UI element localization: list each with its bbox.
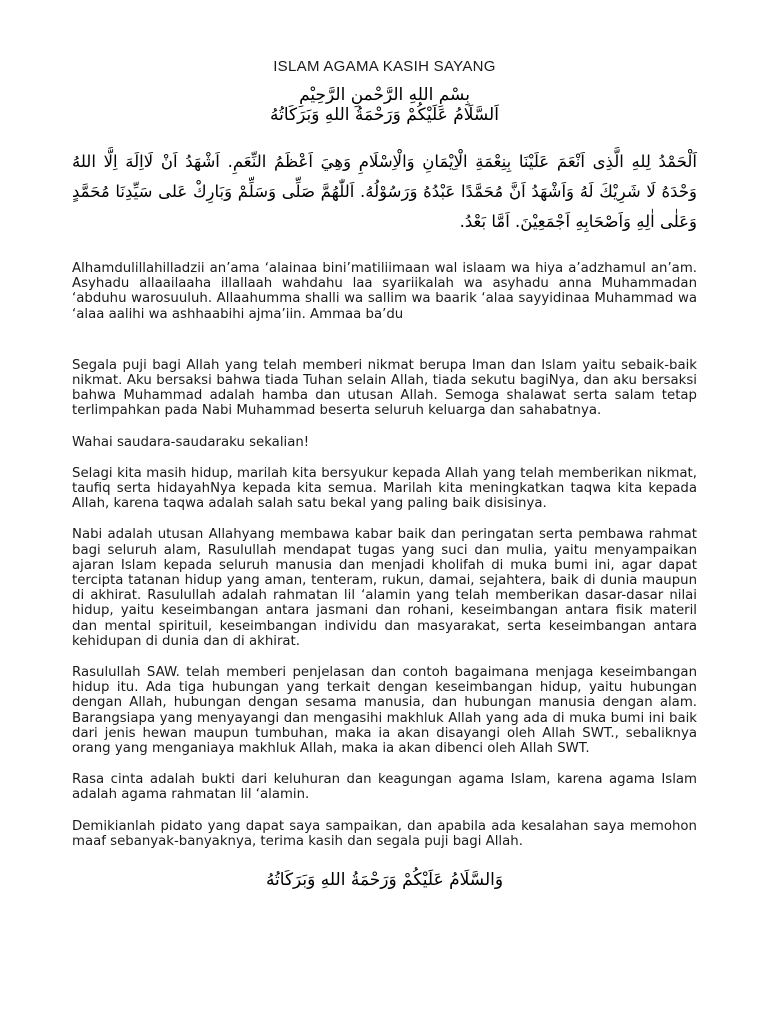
transliteration-paragraph: Alhamdulillahilladzii an’ama ‘alainaa bini’matiliimaan wal islaam wa hiya a’adzhamul an’am. Asyhadu allaailaaha illallaah wahdahu laa syariikalah wa asyhadu anna Muhammadan ‘abduhu warosuuluh. Allaahumma shalli wa sallim wa baarik ‘alaa sayyidinaa Muhammad wa ‘alaa aalihi wa ashhaabihi ajma’iin. Ammaa ba’du xyxy=(72,261,697,322)
closing-salam: وَالسَّلَامُ عَلَيْكُمْ وَرَحْمَةُ اللهِ وَبَرَكَاتُهُ xyxy=(265,870,504,891)
body-paragraph: Nabi adalah utusan Allahyang membawa kabar baik dan peringatan serta pembawa rahmat bagi seluruh alam, Rasulullah mendapat tugas yang suci dan mulia, yaitu menyampaikan ajaran Islam kepada seluruh manusia dan menjadi kholifah di muka bumi ini, agar dapat tercipta tatanan hidup yang aman, tenteram, rukun, damai, sejahtera, baik di dunia maupun di akhirat. Rasulullah adalah rahmatan lil ‘alamin yang telah memberikan dasar-dasar nilai hidup, yaitu keseimbangan antara jasmani dan rohani, keseimbangan antara fisik materil dan mental spirituil, keseimbangan individu dan masyarakat, serta keseimbangan antara kehidupan di dunia dan di akhirat. xyxy=(72,527,697,649)
document-page xyxy=(72,58,697,891)
arabic-praise: اَلْحَمْدُ لِلهِ الَّذِى اَنْعَمَ عَلَيْنَا بِنِعْمَةِ الْاِيْمَانِ وَالْاِسْلَامِ وَهِيَ اَعْظَمُ النِّعَمِ. اَشْهَدُ اَنْ لَااِلَهَ اِلَّا اللهُ وَحْدَهُ لَا شَرِيْكَ لَهُ وَاَشْهَدُ اَنَّ مُحَمَّدًا عَبْدُهُ وَرَسُوْلُهُ. اَللّٰهُمَّ صَلِّى وَسَلِّمْ وَبَارِكْ عَلى سَيِّدِنَا مُحَمَّدٍ وَعَلٰى اٰلِهِ وَاَصْحَابِهِ اَجْمَعِيْنَ. اَمَّا بَعْدُ. xyxy=(72,152,697,231)
closing-paragraph: Demikianlah pidato yang dapat saya sampaikan, dan apabila ada kesalahan saya memohon maaf sebanyak-banyaknya, terima kasih dan segala puji bagi Allah. xyxy=(72,818,697,849)
opening-salam: اَلسَّلَامُ عَلَيْكُمْ وَرَحْمَةُ اللهِ وَبَرَكَاتُهُ xyxy=(270,105,499,125)
body-paragraph: Selagi kita masih hidup, marilah kita bersyukur kepada Allah yang telah memberikan nikmat, taufiq serta hidayahNya kepada kita semua. Marilah kita meningkatkan taqwa kita kepada Allah, karena taqwa adalah salah satu bekal yang paling baik disisinya. xyxy=(72,465,697,512)
meaning-paragraph: Segala puji bagi Allah yang telah memberi nikmat berupa Iman dan Islam yaitu sebaik-baik nikmat. Aku bersaksi bahwa tiada Tuhan selain Allah, tiada sekutu bagiNya, dan aku bersaksi bahwa Muhammad adalah hamba dan utusan Allah. Semoga shalawat serta salam tetap terlimpahkan pada Nabi Muhammad beserta seluruh keluarga dan sahabatnya. xyxy=(72,357,697,419)
page-title: ISLAM AGAMA KASIH SAYANG xyxy=(273,58,496,75)
body-paragraph: Rasa cinta adalah bukti dari keluhuran dan keagungan agama Islam, karena agama Islam adalah agama rahmatan lil ‘alamin. xyxy=(72,772,697,803)
body-paragraph: Rasulullah SAW. telah memberi penjelasan dan contoh bagaimana menjaga keseimbangan hidup itu. Ada tiga hubungan yang terkait dengan keseimbangan hidup, yaitu hubungan dengan Allah, hubungan dengan sesama manusia, dan hubungan manusia dengan alam. Barangsiapa yang menyayangi dan mengasihi makhluk Allah yang ada di muka bumi ini baik dari jenis hewan maupun tumbuhan, maka ia akan disayangi oleh Allah SWT., sebaliknya orang yang menganiaya makhluk Allah, maka ia akan dibenci oleh Allah SWT. xyxy=(72,665,697,757)
greeting-paragraph: Wahai saudara-saudaraku sekalian! xyxy=(72,434,310,450)
basmalah: بِسْمِ اللهِ الرَّحْمنِ الرَّحِيْمِ xyxy=(299,85,470,105)
